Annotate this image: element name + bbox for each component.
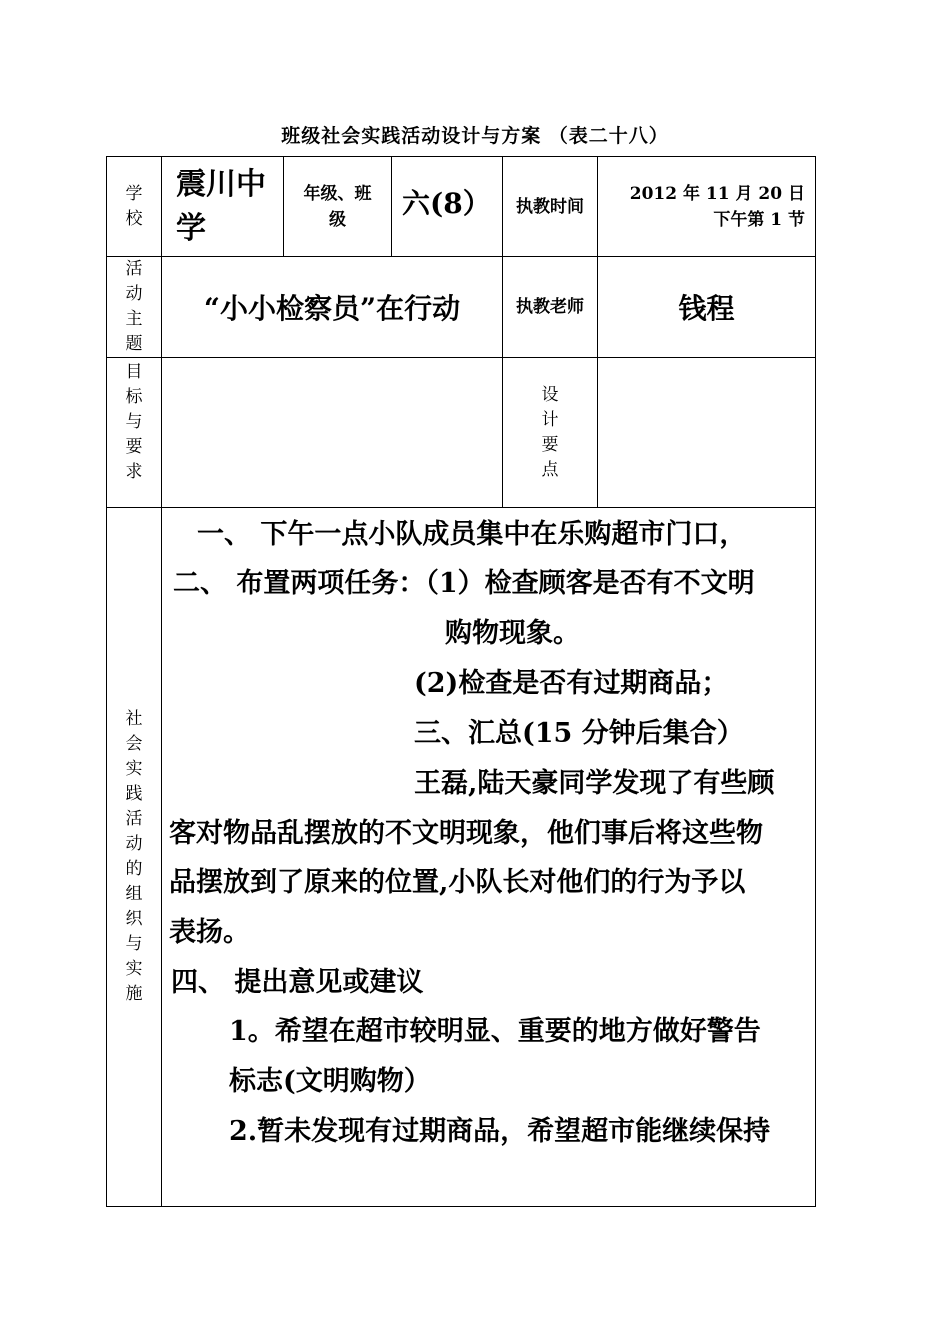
finding-line-2: 客对物品乱摆放的不文明现象，他们事后将这些物: [169, 818, 763, 849]
step-3: 三、汇总(15 分钟后集合）: [414, 718, 744, 749]
goals-content: [162, 358, 502, 507]
teacher-name: 钱程: [678, 292, 735, 325]
document-title: 班级社会实践活动设计与方案 （表二十八）: [281, 125, 669, 147]
finding-line-3: 品摆放到了原来的位置,小队长对他们的行为予以: [169, 867, 746, 898]
step-2-continued: 购物现象。: [445, 618, 580, 649]
teacher-label: 执教老师: [516, 297, 584, 317]
theme-label: 活 动 主 题: [125, 259, 143, 354]
teaching-period: 下午第 1 节: [713, 209, 805, 230]
grade-class-value: 六(8）: [402, 186, 491, 220]
teaching-date: 2012 年 11 月 20 日: [629, 183, 805, 204]
step-1: 一、 下午一点小队成员集中在乐购超市门口，: [197, 519, 747, 550]
school-label: 学 校: [125, 183, 143, 229]
design-points-label: 设 计 要 点: [541, 384, 559, 480]
grade-class-label: 年级、班级: [303, 183, 372, 230]
step-2-task-2: (2)检查是否有过期商品；: [414, 668, 729, 699]
suggestion-2: 2.暂未发现有过期商品，希望超市能继续保持: [229, 1116, 771, 1147]
goals-label: 目 标 与 要 求: [125, 362, 143, 482]
activity-theme: “小小检察员”在行动: [203, 292, 461, 325]
suggestion-1-continued: 标志(文明购物）: [229, 1066, 431, 1097]
step-2: 二、 布置两项任务：（1）检查顾客是否有不文明: [173, 568, 755, 599]
teaching-time-label: 执教时间: [516, 196, 584, 217]
suggestion-1: 1。希望在超市较明显、重要的地方做好警告: [229, 1016, 761, 1047]
school-name: 震川中学: [176, 166, 266, 246]
finding-line-1: 王磊,陆天豪同学发现了有些顾: [414, 768, 775, 799]
design-points-content: [598, 358, 815, 507]
step-4: 四、 提出意见或建议: [171, 967, 424, 998]
finding-line-4: 表扬。: [169, 917, 250, 948]
implementation-label: 社 会 实 践 活 动 的 组 织 与 实 施: [125, 709, 143, 1004]
